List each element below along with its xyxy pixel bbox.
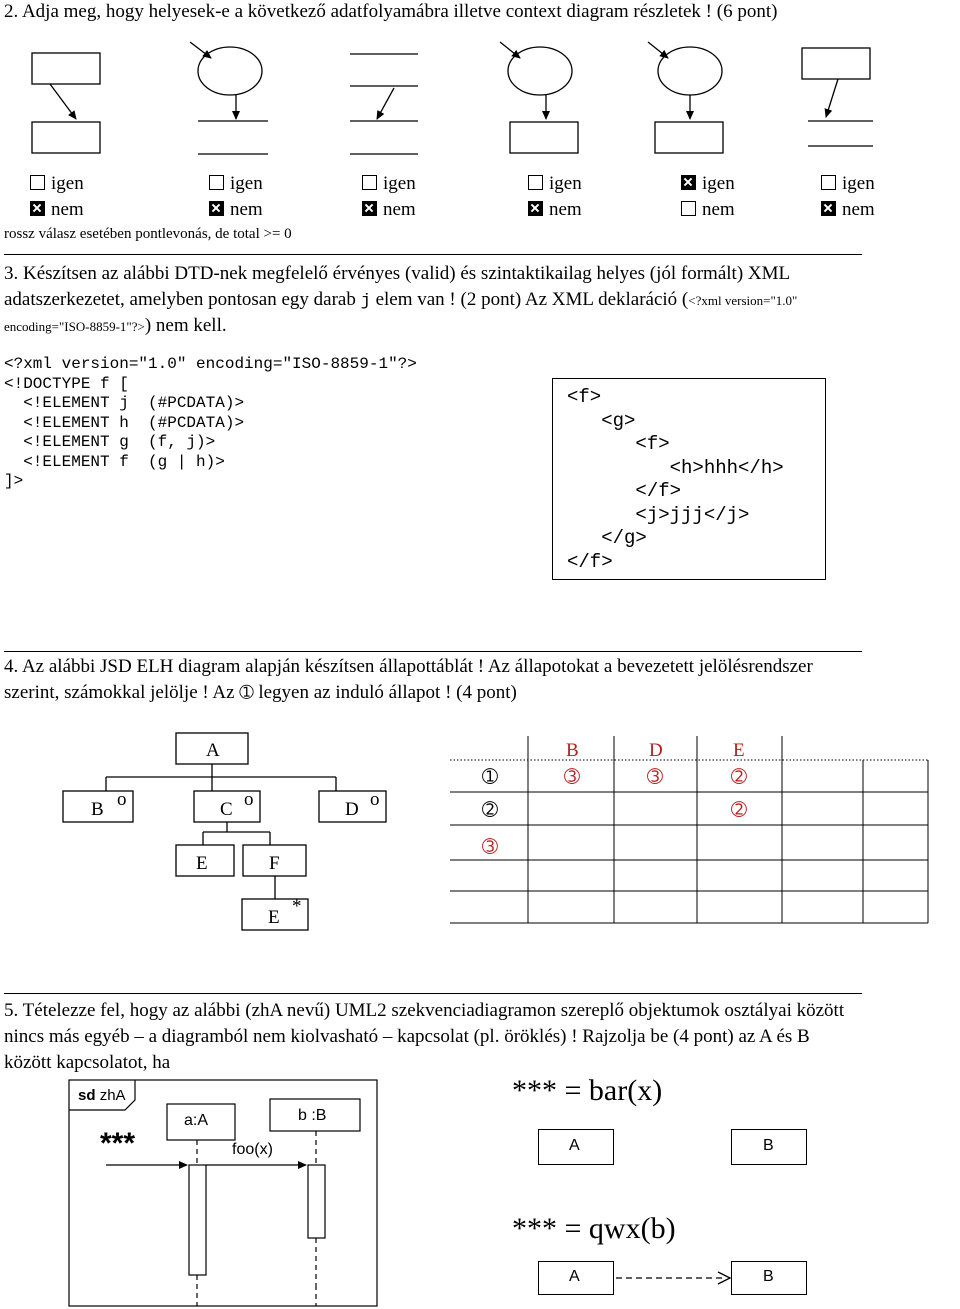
q3-line1: 3. Készítsen az alábbi DTD-nek megfelelő érvényes (valid) és szintaktikailag helyes (jól formált) XML — [4, 263, 791, 284]
q2-diagram-1 — [32, 53, 100, 153]
state-cell: ➂ — [482, 836, 498, 858]
divider — [4, 651, 862, 652]
q2-diagram-6 — [802, 48, 873, 146]
sequence-diagram — [0, 1075, 400, 1309]
selection-mark: o — [244, 789, 254, 810]
q2-diagrams — [0, 30, 960, 165]
tree-node-e: E — [196, 853, 208, 874]
q5-line2: nincs más egyéb – a diagramból nem kiolvasható – kapcsolat (pl. öröklés) ! Rajzolja be (4 pont) az A és B — [4, 1026, 810, 1047]
checked-box-icon[interactable] — [528, 201, 543, 216]
case2-label: *** = qwx(b) — [512, 1212, 676, 1245]
q3-line3: encoding="ISO-8859-1"?>) nem kell. — [4, 315, 227, 336]
iteration-mark: * — [292, 896, 302, 917]
state-cell: ➀ — [482, 766, 498, 788]
q2-note: rossz válasz esetében pontlevonás, de total >= 0 — [4, 226, 292, 242]
unknown-message-stars: *** — [100, 1127, 136, 1160]
q2-title: 2. Adja meg, hogy helyesek-e a következő adatfolyamábra illetve context diagram részletek ! (6 pont) — [4, 1, 778, 22]
checked-box-icon[interactable] — [362, 201, 377, 216]
tree-node-f: F — [269, 853, 280, 874]
q2-diagram-4 — [500, 42, 578, 153]
class-a-box: A — [538, 1129, 614, 1165]
table-header: D — [649, 740, 663, 761]
transition-cell: ➂ — [647, 766, 663, 788]
state-cell: ➁ — [482, 799, 498, 821]
option-2-igen[interactable]: igen — [209, 173, 263, 195]
selection-mark: o — [370, 789, 380, 810]
checkbox-icon[interactable] — [30, 175, 45, 190]
class-b-box: B — [731, 1261, 807, 1295]
checked-box-icon[interactable] — [209, 201, 224, 216]
q5-line1: 5. Tételezze fel, hogy az alábbi (zhA nevű) UML2 szekvenciadiagramon szereplő objektumok osztályai között — [4, 1000, 845, 1021]
transition-cell: ➁ — [731, 799, 747, 821]
message-label: foo(x) — [232, 1141, 273, 1158]
q2-diagram-5 — [648, 42, 723, 153]
option-5-igen[interactable]: igen — [681, 173, 735, 195]
checkbox-icon[interactable] — [528, 175, 543, 190]
class-a-box: A — [538, 1261, 614, 1295]
tree-node-b: B — [91, 799, 104, 820]
checkbox-icon[interactable] — [209, 175, 224, 190]
transition-cell: ➁ — [731, 766, 747, 788]
q2-diagram-3 — [350, 54, 418, 154]
transition-cell: ➂ — [564, 766, 580, 788]
option-5-nem[interactable]: nem — [681, 199, 735, 221]
q4-line1: 4. Az alábbi JSD ELH diagram alapján készítsen állapottáblát ! Az állapotokat a bevezetett jelölésrendszer — [4, 656, 813, 677]
dtd-code: <?xml version="1.0" encoding="ISO-8859-1"?> <!DOCTYPE f [ <!ELEMENT j (#PCDATA)> <!ELEMENT h (#PCDATA)> <!ELEMENT g (f, j)> <!ELEMENT f (g | h)> ]> — [4, 355, 417, 490]
checkbox-icon[interactable] — [362, 175, 377, 190]
case1-label: *** = bar(x) — [512, 1074, 663, 1107]
q4-line2: szerint, számokkal jelölje ! Az ➀ legyen az induló állapot ! (4 pont) — [4, 682, 517, 703]
checkbox-icon[interactable] — [821, 175, 836, 190]
state-table-grid — [440, 730, 940, 950]
option-6-nem[interactable]: nem — [821, 199, 875, 221]
class-b-box: B — [731, 1129, 807, 1165]
table-header: E — [733, 740, 745, 761]
option-3-igen[interactable]: igen — [362, 173, 416, 195]
option-4-igen[interactable]: igen — [528, 173, 582, 195]
tree-node-e-iter: E — [268, 907, 280, 928]
lifeline-a-label: a:A — [184, 1112, 209, 1129]
inline-code-j: j — [360, 292, 371, 311]
table-header: B — [566, 740, 579, 761]
selection-mark: o — [117, 789, 127, 810]
frame-label: sd zhA — [78, 1087, 126, 1104]
checked-box-icon[interactable] — [30, 201, 45, 216]
dependency-arrow — [614, 1268, 734, 1288]
checked-box-icon[interactable] — [681, 175, 696, 190]
xml-answer-box — [552, 378, 826, 580]
q3-line2: adatszerkezetet, amelyben pontosan egy darab j elem van ! (2 pont) Az XML deklaráció (<?xml version="1.0" — [4, 289, 798, 311]
option-3-nem[interactable]: nem — [362, 199, 416, 221]
tree-node-d: D — [345, 799, 359, 820]
divider — [4, 993, 862, 994]
lifeline-b-label: b :B — [298, 1107, 327, 1124]
q5-line3: között kapcsolatot, ha — [4, 1052, 171, 1073]
option-6-igen[interactable]: igen — [821, 173, 875, 195]
divider — [4, 254, 862, 255]
checkbox-icon[interactable] — [681, 201, 696, 216]
option-1-igen[interactable]: igen — [30, 173, 84, 195]
option-2-nem[interactable]: nem — [209, 199, 263, 221]
state-one-symbol: ➀ — [239, 683, 254, 703]
tree-node-c: C — [220, 799, 233, 820]
q2-diagram-2 — [190, 42, 268, 154]
tree-node-a: A — [206, 740, 220, 761]
option-1-nem[interactable]: nem — [30, 199, 84, 221]
checked-box-icon[interactable] — [821, 201, 836, 216]
xml-answer-code: <f> <g> <f> <h>hhh</h> </f> <j>jjj</j> </g> </f> — [567, 386, 784, 573]
option-4-nem[interactable]: nem — [528, 199, 582, 221]
